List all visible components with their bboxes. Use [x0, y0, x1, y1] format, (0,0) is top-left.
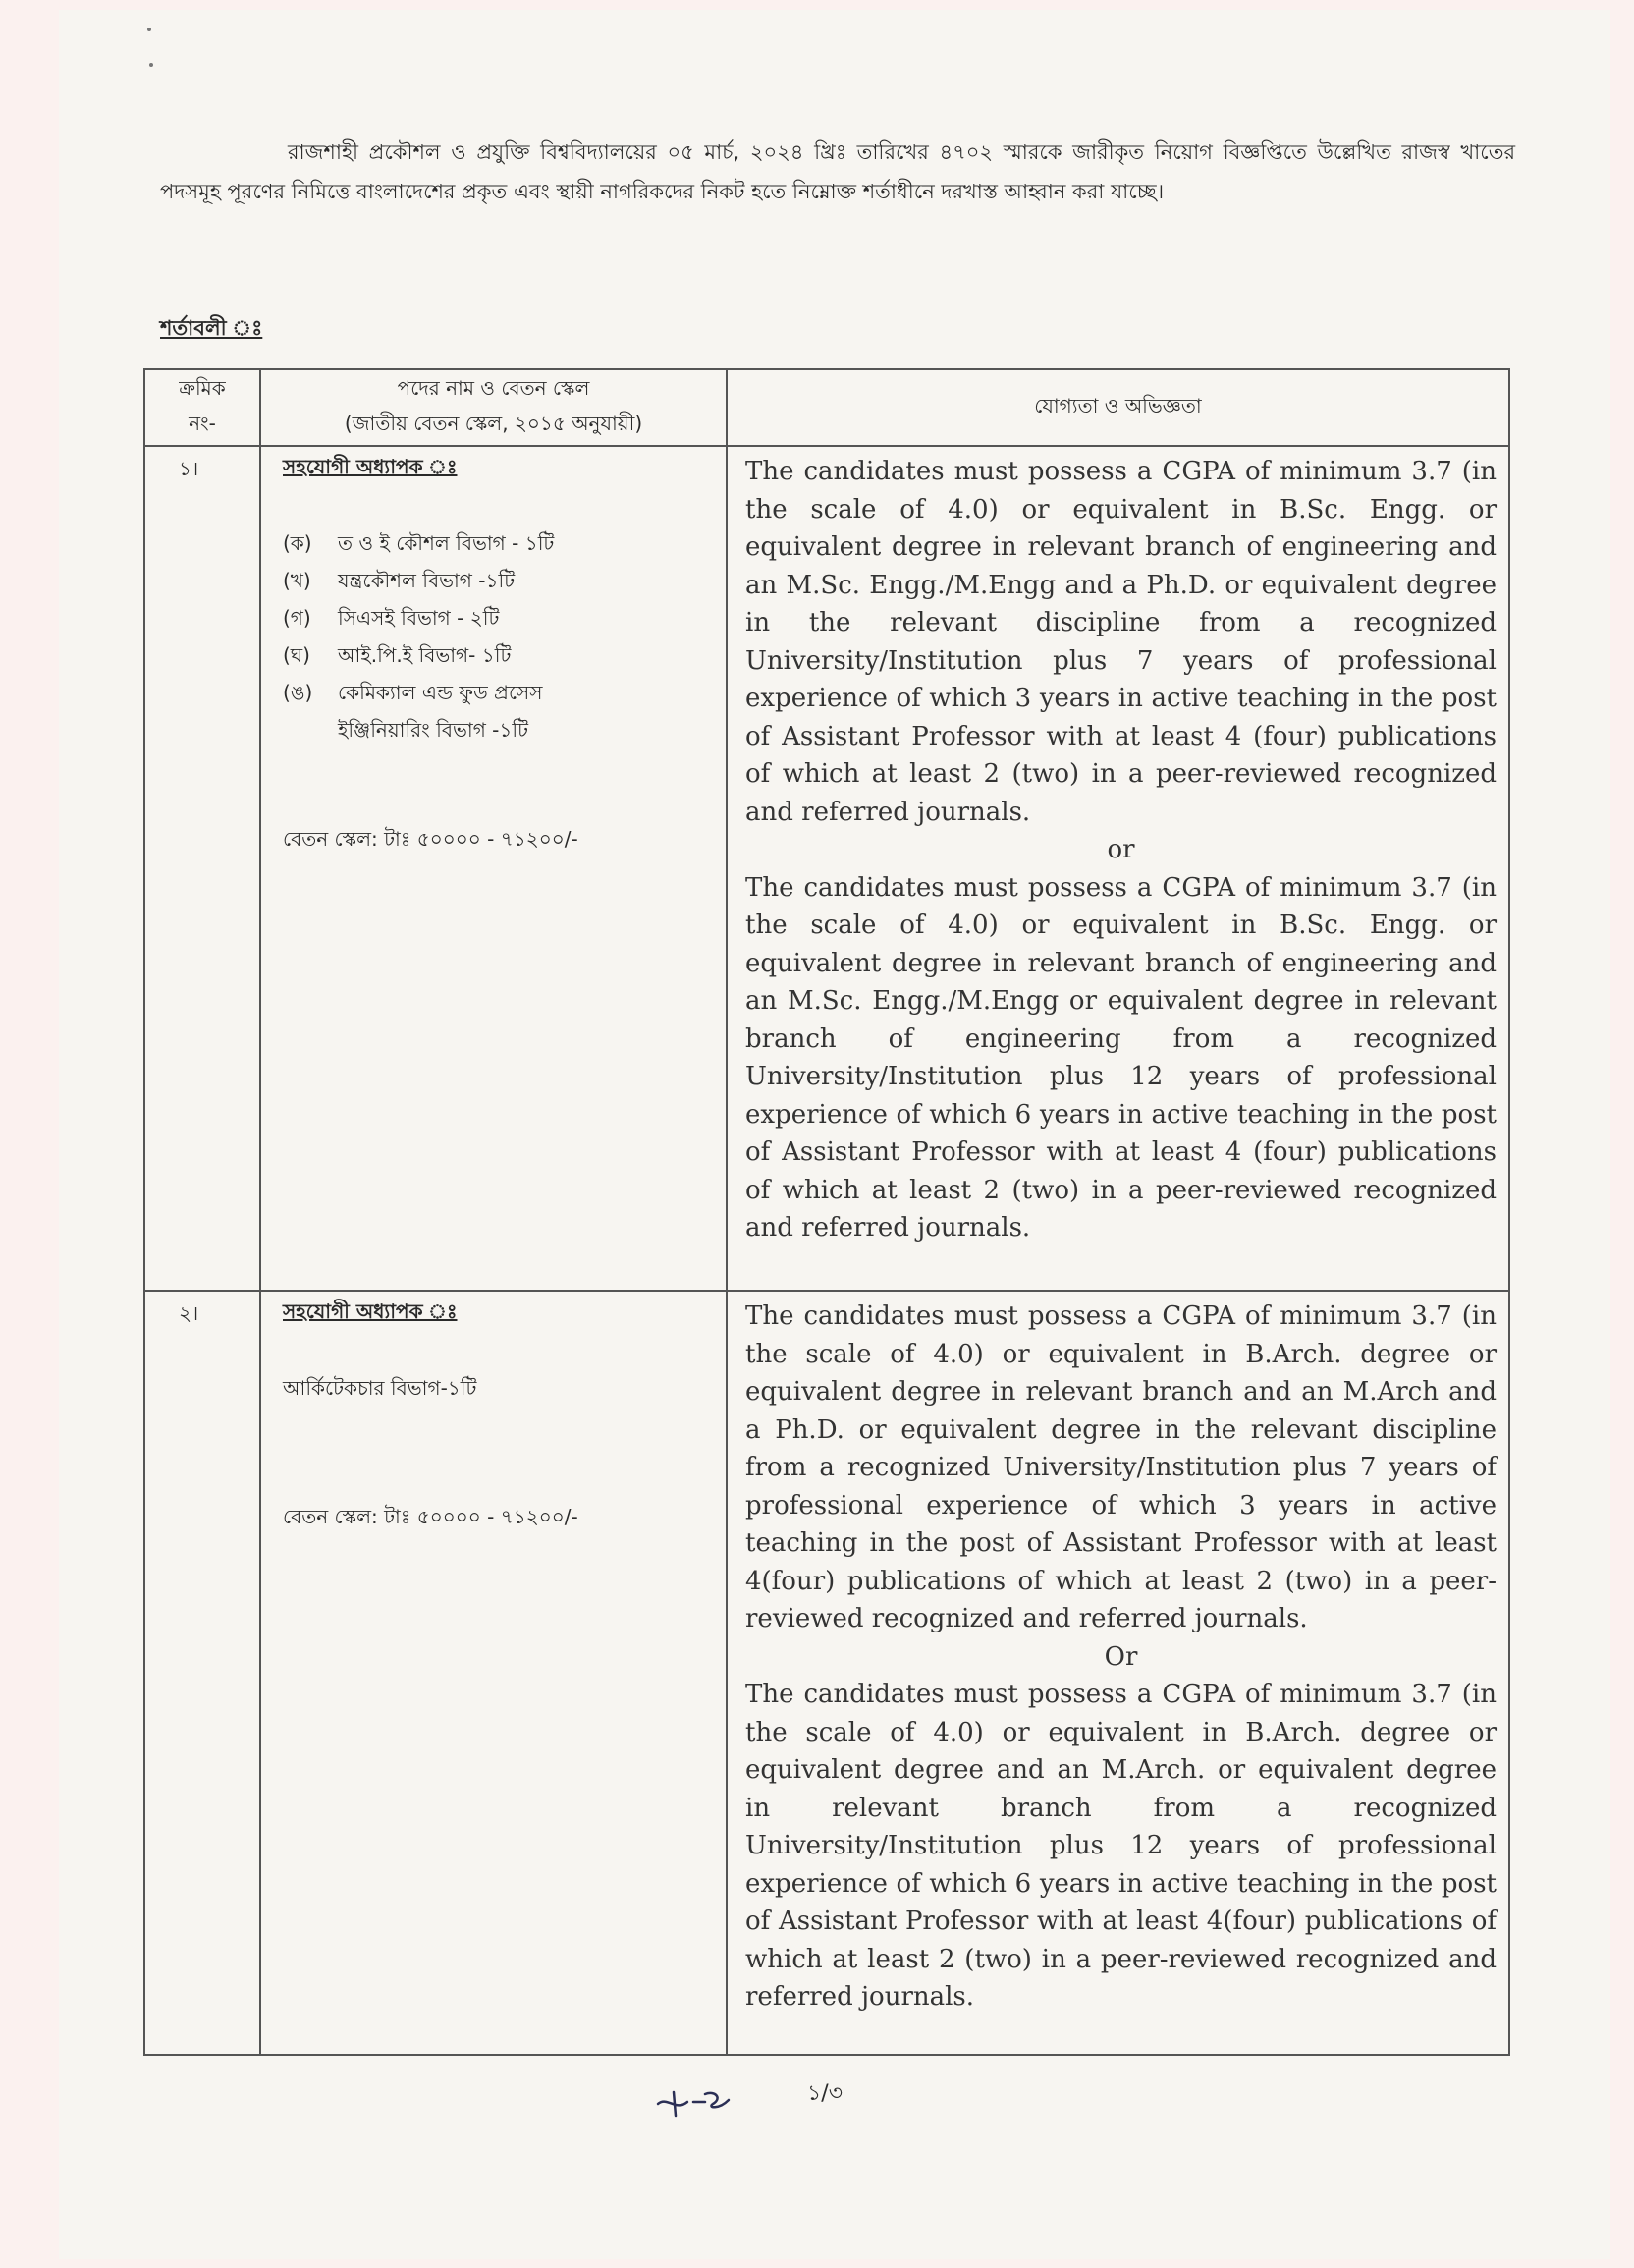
- header-post: [260, 369, 727, 446]
- qualification-option-b: The candidates must possess a CGPA of minimum 3.7 (in the scale of 4.0) or equivalent in B.Arch. degree or equivalent degree and an M.Arch. or equivalent degree in relevant branch from a recognized University/Institution plus 12 years of professional experience of which 6 years in active teaching in the post of Assistant Professor with at least 4(four) publications of which at least 2 (two) in a peer-reviewed recognized and referred journals.: [745, 1680, 1497, 2012]
- page-number: ১/৩: [807, 2081, 843, 2106]
- department-list: [283, 525, 726, 748]
- conditions-heading: শর্তাবলী ঃ: [160, 316, 263, 340]
- department-item: ইঞ্জিনিয়ারিং বিভাগ -১টি: [338, 718, 528, 742]
- intro-paragraph: [160, 133, 1515, 211]
- row-qualification: [727, 1291, 1509, 2055]
- department-item: (ঘ) আই.পি.ই বিভাগ- ১টি: [283, 643, 512, 667]
- scan-speck: [147, 28, 151, 31]
- row-post: [260, 1291, 727, 2055]
- scan-speck: [149, 63, 153, 67]
- table-header-row: [144, 369, 1509, 446]
- header-serial-line2: নং-: [189, 412, 216, 435]
- table-row: [144, 446, 1509, 1291]
- or-separator: or: [1107, 835, 1135, 864]
- post-title: সহযোগী অধ্যাপক ঃ: [283, 1300, 458, 1323]
- row-serial: ২।: [144, 1291, 260, 2055]
- salary-scale: বেতন স্কেল: টাঃ ৫০০০০ - ৭১২০০/-: [283, 827, 578, 851]
- salary-scale: বেতন স্কেল: টাঃ ৫০০০০ - ৭১২০০/-: [283, 1505, 578, 1528]
- row-post: [260, 446, 727, 1291]
- header-serial: [144, 369, 260, 446]
- department-item: (খ) যন্ত্রকৌশল বিভাগ -১টি: [283, 569, 516, 592]
- qualification-option-a: The candidates must possess a CGPA of minimum 3.7 (in the scale of 4.0) or equivalent in B.Sc. Engg. or equivalent degree in relevant branch of engineering and an M.Sc. Engg./M.Engg and a Ph.D. or equivalent degree in the relevant discipline from a recognized University/Institution plus 7 years of professional experience of which 3 years in active teaching in the post of Assistant Professor with at least 4 (four) publications of which at least 2 (two) in a peer-reviewed recognized and referred journals.: [745, 457, 1497, 827]
- header-serial-line1: ক্রমিক: [179, 376, 226, 400]
- intro-text: রাজশাহী প্রকৌশল ও প্রযুক্তি বিশ্ববিদ্যালয়ের ০৫ মার্চ, ২০২৪ খ্রিঃ তারিখের ৪৭০২ স্মারকে জারীকৃত নিয়োগ বিজ্ঞপ্তিতে উল্লেখিত রাজস্ব খাতের পদসমূহ পূরণের নিমিত্তে বাংলাদেশের প্রকৃত এবং স্থায়ী নাগরিকদের নিকট হতে নিম্নোক্ত শর্তাধীনে দরখাস্ত আহ্বান করা যাচ্ছে।: [160, 140, 1515, 203]
- qualification-option-b: The candidates must possess a CGPA of minimum 3.7 (in the scale of 4.0) or equivalent in B.Sc. Engg. or equivalent degree in relevant branch of engineering and an M.Sc. Engg./M.Engg or equivalent degree in relevant branch of engineering from a recognized University/Institution plus 12 years of professional experience of which 6 years in active teaching in the post of Assistant Professor with at least 4 (four) publications of which at least 2 (two) in a peer-reviewed recognized and referred journals.: [745, 872, 1497, 1243]
- department-item: (ঙ) কেমিক্যাল এন্ড ফুড প্রসেস: [283, 681, 543, 704]
- row-qualification: [727, 446, 1509, 1291]
- row-serial: ১।: [144, 446, 260, 1291]
- initials-signature: [654, 2082, 733, 2122]
- post-title: সহযোগী অধ্যাপক ঃ: [283, 455, 458, 478]
- header-post-line2: (জাতীয় বেতন স্কেল, ২০১৫ অনুযায়ী): [344, 412, 643, 435]
- table-row: [144, 1291, 1509, 2055]
- or-separator: Or: [1104, 1641, 1138, 1672]
- qualification-option-a: The candidates must possess a CGPA of minimum 3.7 (in the scale of 4.0) or equivalent in B.Arch. degree or equivalent degree in relevant branch and an M.Arch and a Ph.D. or equivalent degree in the relevant discipline from a recognized University/Institution plus 7 years of professional experience of which 3 years in active teaching in the post of Assistant Professor with at least 4(four) publications of which at least 2 (two) in a peer-reviewed recognized and referred journals.: [745, 1301, 1497, 1633]
- positions-table: [143, 368, 1510, 2056]
- department-item: আর্কিটেকচার বিভাগ-১টি: [283, 1376, 477, 1400]
- department-item: (গ) সিএসই বিভাগ - ২টি: [283, 606, 500, 630]
- header-qualification: যোগ্যতা ও অভিজ্ঞতা: [727, 369, 1509, 446]
- department-item: (ক) ত ও ই কৌশল বিভাগ - ১টি: [283, 531, 555, 555]
- header-post-line1: পদের নাম ও বেতন স্কেল: [397, 376, 590, 400]
